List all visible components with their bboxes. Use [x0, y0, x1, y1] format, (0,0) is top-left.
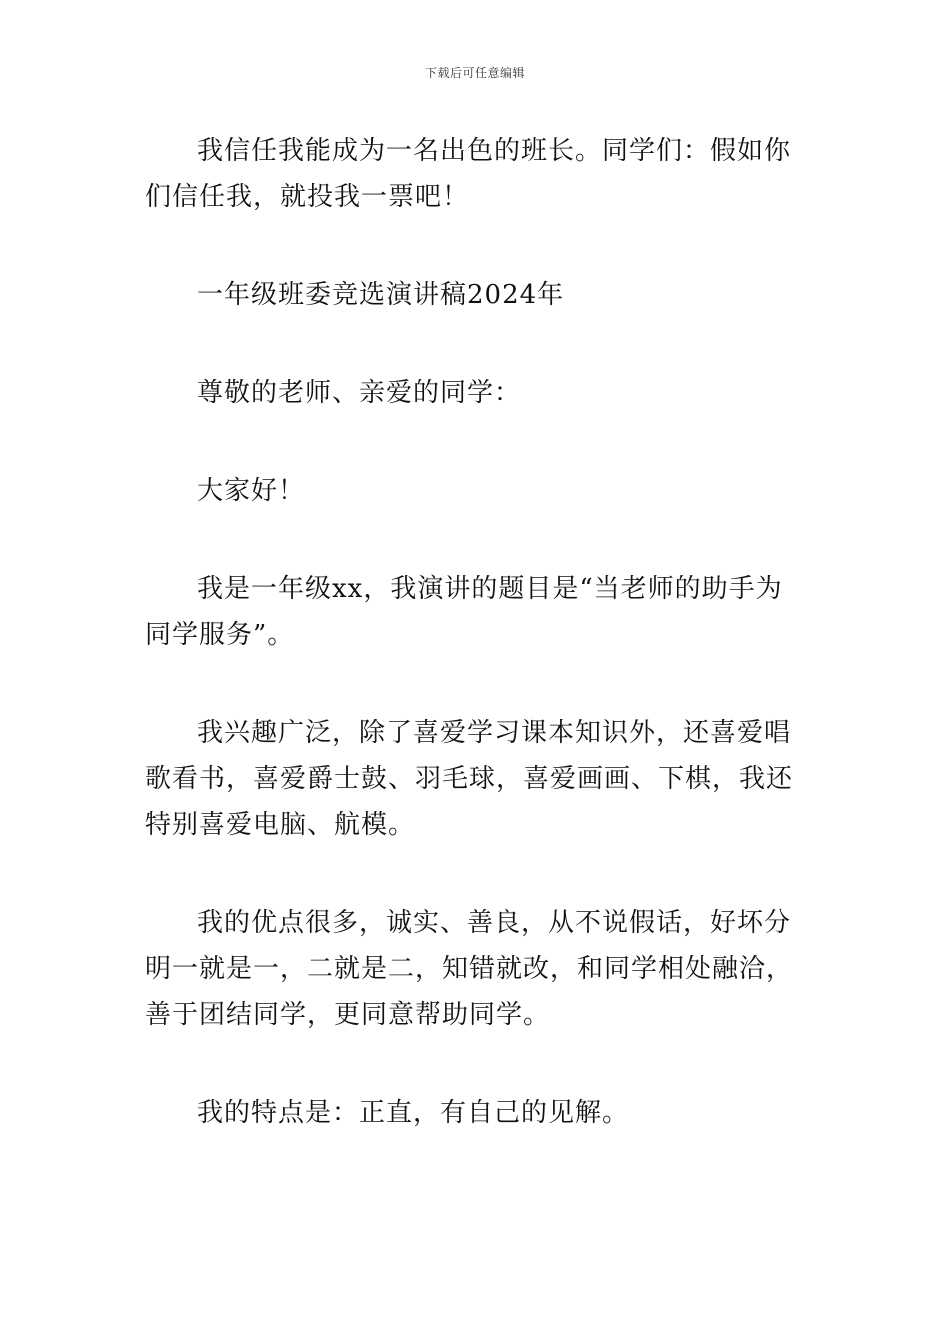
paragraph-3-salutation: 尊敬的老师、亲爱的同学：	[197, 378, 522, 408]
paragraph-4-greeting: 大家好！	[197, 476, 306, 506]
paragraph-2-title: 一年级班委竞选演讲稿2024年	[197, 280, 565, 310]
paragraph-8: 我的特点是：正直，有自己的见解。	[197, 1098, 630, 1128]
page-header: 下载后可任意编辑	[424, 66, 525, 80]
paragraph-7: 我的优点很多，诚实、善良，从不说假话，好坏分明一就是一，二就是二，知错就改，和同学相处融洽，善于团结同学，更同意帮助同学。	[145, 908, 794, 1030]
document-body	[145, 128, 805, 1136]
paragraph-5: 我是一年级xx，我演讲的题目是“当老师的助手为同学服务”。	[145, 574, 783, 650]
paragraph-6: 我兴趣广泛，除了喜爱学习课本知识外，还喜爱唱歌看书，喜爱爵士鼓、羽毛球，喜爱画画、下棋，我还特别喜爱电脑、航模。	[145, 718, 794, 840]
paragraph-1: 我信任我能成为一名出色的班长。同学们：假如你们信任我，就投我一票吧！	[145, 136, 792, 212]
